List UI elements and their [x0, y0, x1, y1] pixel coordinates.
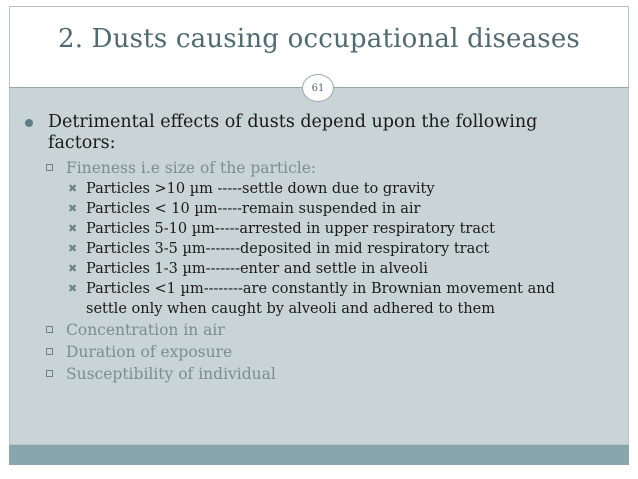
list-item-factor [18, 157, 618, 179]
main-point-text: Detrimental effects of dusts depend upon the following factors: [48, 112, 538, 153]
detail-text: Particles 3-5 µm-------deposited in mid respiratory tract [86, 241, 490, 257]
cross-bullet-icon: ✖ [68, 282, 78, 295]
cross-bullet-icon: ✖ [68, 222, 78, 235]
list-item-detail [18, 279, 586, 319]
page-number: 61 [311, 82, 325, 94]
slide-title: 2. Dusts causing occupational diseases [58, 24, 580, 54]
cross-bullet-icon: ✖ [68, 182, 78, 195]
detail-text: Particles 1-3 µm-------enter and settle in alveoli [86, 261, 428, 277]
hollow-square-bullet-icon [46, 164, 53, 171]
hollow-square-bullet-icon [46, 370, 53, 377]
factor-label: Concentration in air [66, 321, 225, 339]
factor-label: Susceptibility of individual [66, 365, 276, 383]
detail-text: Particles 5-10 µm-----arrested in upper respiratory tract [86, 221, 495, 237]
hollow-square-bullet-icon [46, 326, 53, 333]
filled-circle-bullet-icon [25, 119, 33, 127]
factor-label: Fineness i.e size of the particle: [66, 159, 317, 177]
factor-label: Duration of exposure [66, 343, 233, 361]
list-item-detail [18, 239, 586, 259]
list-item-detail [18, 219, 586, 239]
detail-text: Particles < 10 µm-----remain suspended in air [86, 201, 421, 217]
cross-bullet-icon: ✖ [68, 262, 78, 275]
list-item-main [18, 112, 588, 154]
detail-text: Particles >10 µm -----settle down due to gravity [86, 181, 435, 197]
list-item-factor [18, 319, 618, 341]
cross-bullet-icon: ✖ [68, 242, 78, 255]
list-item-factor [18, 363, 618, 385]
footer-bar [9, 445, 629, 465]
list-item-detail [18, 199, 586, 219]
list-item-detail [18, 179, 586, 199]
bullet-list [18, 112, 618, 385]
list-item-factor [18, 341, 618, 363]
detail-text: Particles <1 µm--------are constantly in Brownian movement and settle only when caught by alveoli and adhered to them [86, 281, 555, 317]
page-number-badge [302, 74, 334, 102]
hollow-square-bullet-icon [46, 348, 53, 355]
cross-bullet-icon: ✖ [68, 202, 78, 215]
list-item-detail [18, 259, 586, 279]
